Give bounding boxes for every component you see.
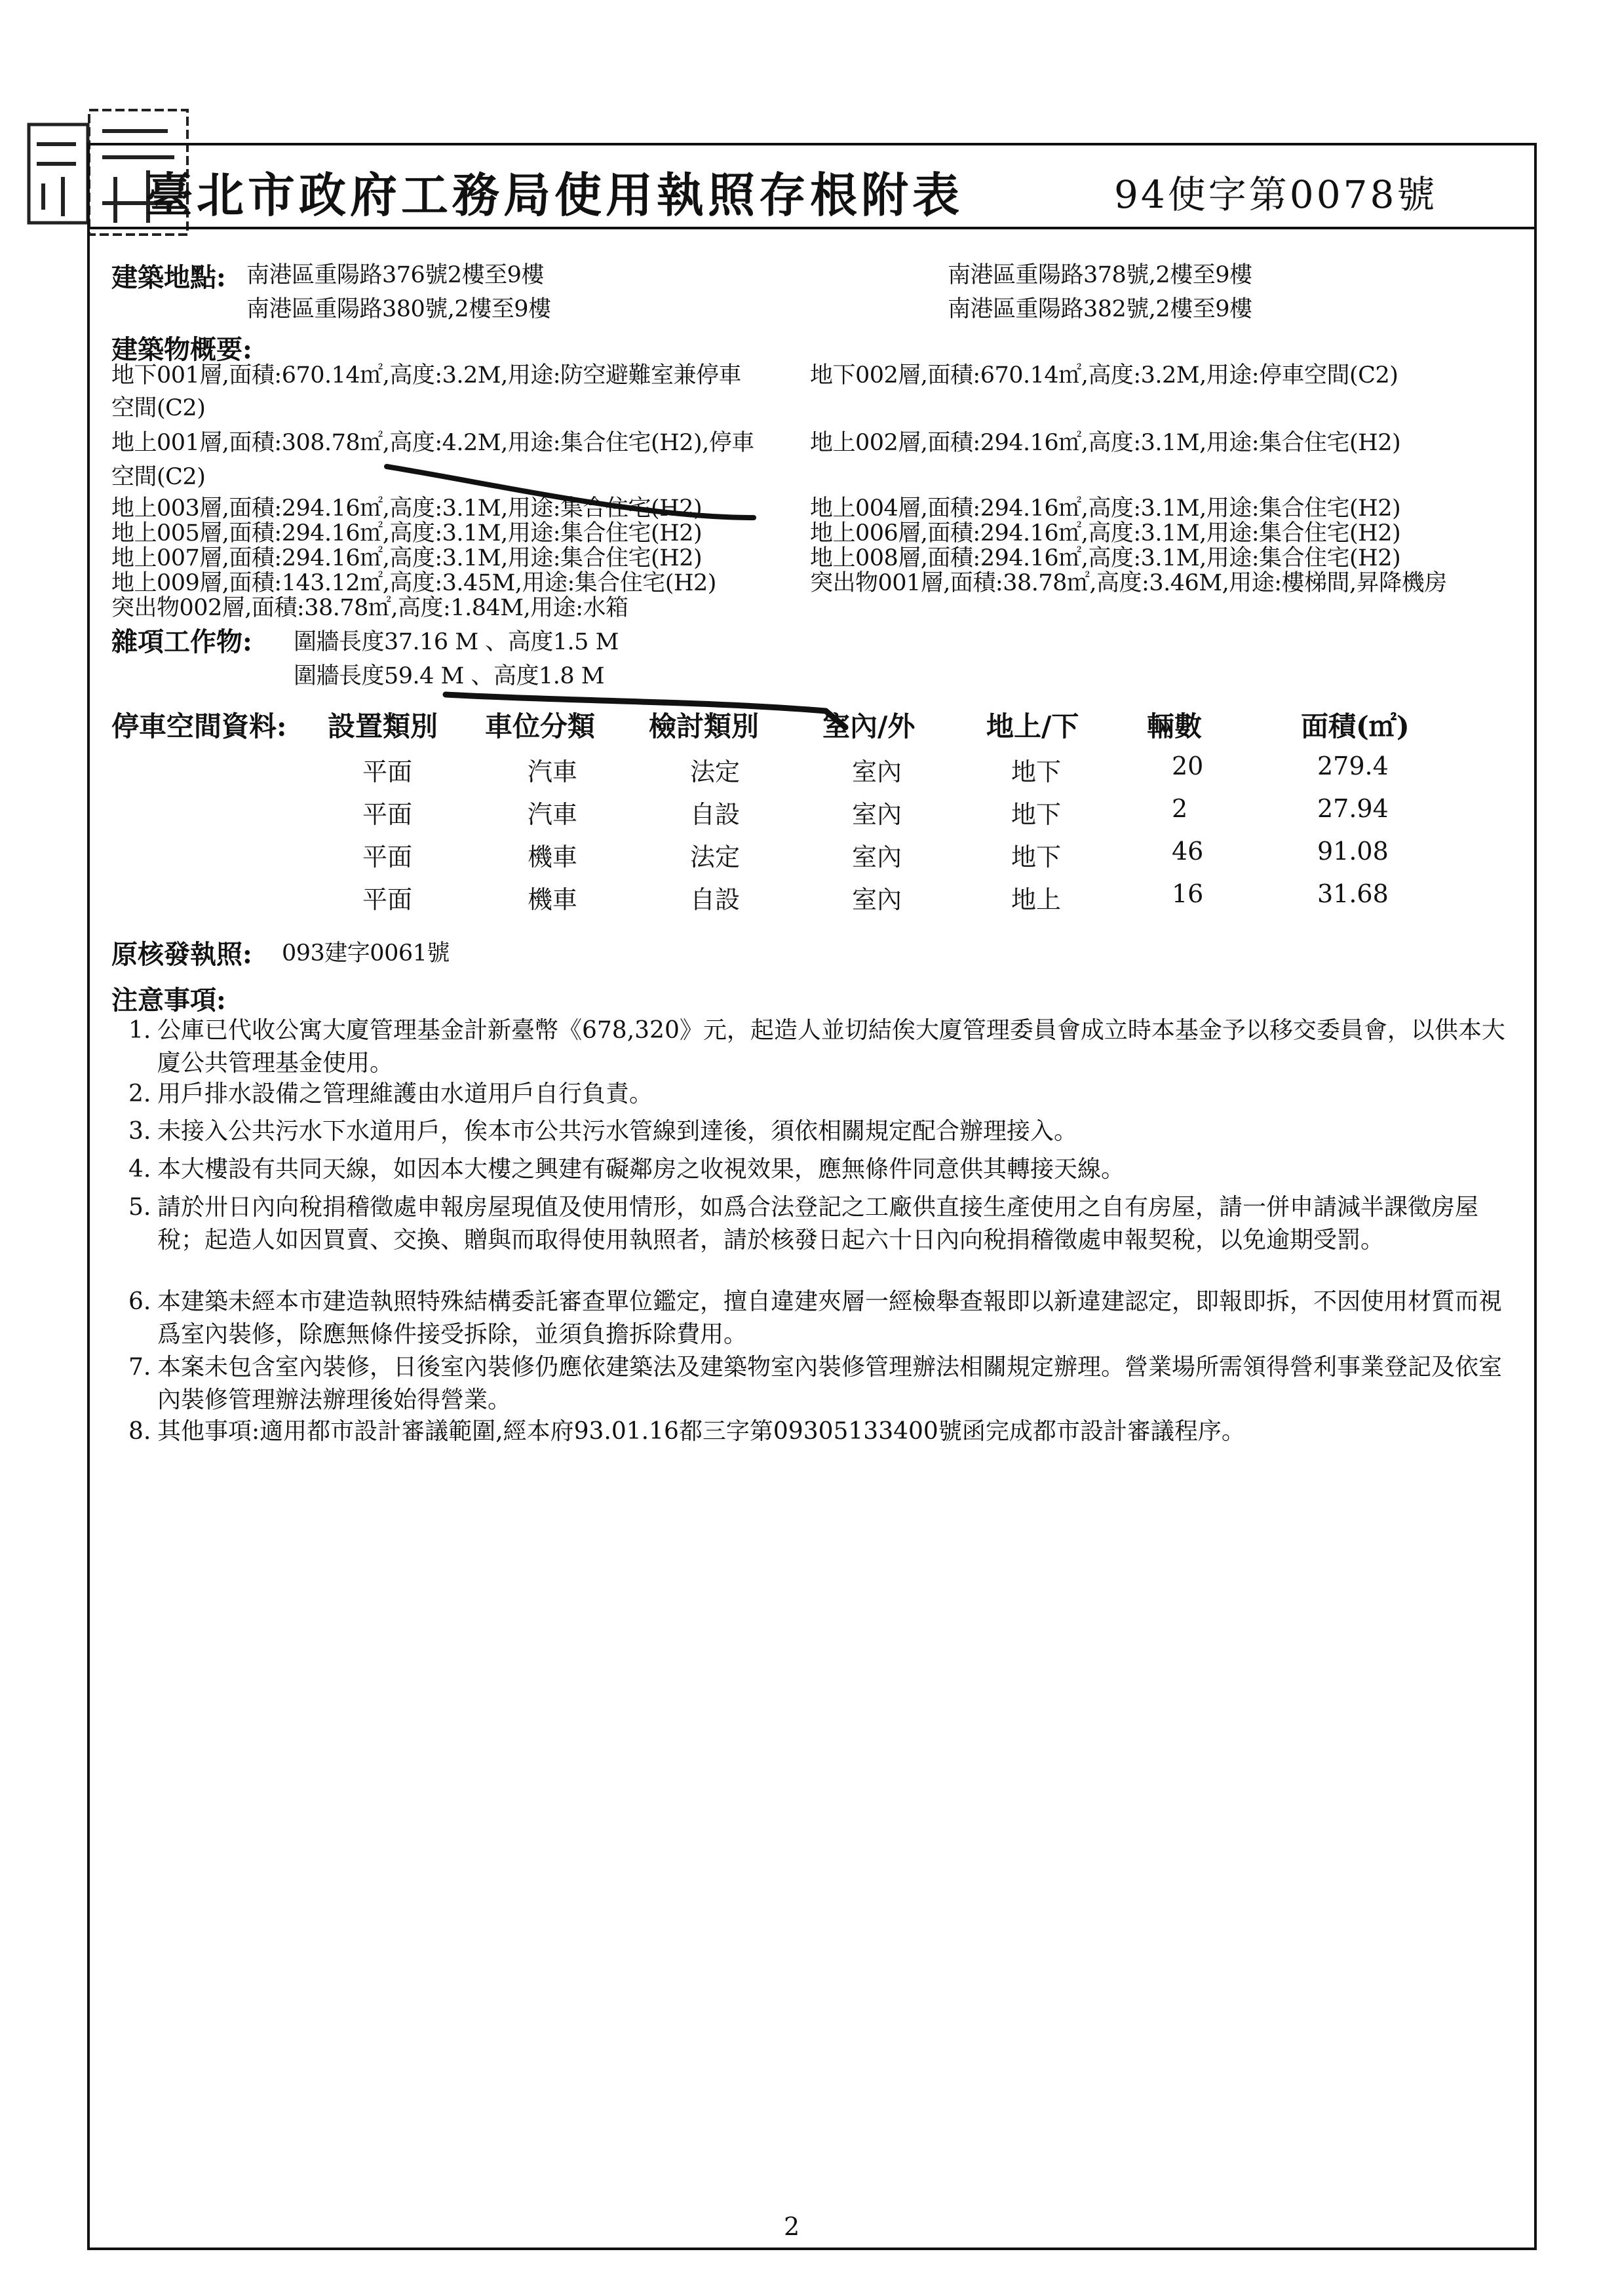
parking-header-cell: 面積(㎡) xyxy=(1301,710,1410,742)
header-divider xyxy=(87,227,1537,229)
note-text: 公庫已代收公寓大廈管理基金計新臺幣《678,320》元，起造人並切結俟大廈管理委員會成立時本基金予以移交委員會，以供本大廈公共管理基金使用。 xyxy=(157,1017,1505,1077)
floor-line: 地上003層,面積:294.16㎡,高度:3.1M,用途:集合住宅(H2) xyxy=(111,495,703,522)
original-permit-label: 原核發執照: xyxy=(111,939,252,970)
parking-cell: 2 xyxy=(1172,794,1188,823)
parking-cell: 31.68 xyxy=(1317,879,1389,908)
page-number: 2 xyxy=(784,2212,800,2241)
address-line: 南港區重陽路378號,2樓至9樓 xyxy=(948,262,1252,288)
note-number: 6. xyxy=(128,1288,151,1315)
note-text: 本大樓設有共同天線，如因本大樓之興建有礙鄰房之收視效果，應無條件同意供其轉接天線。 xyxy=(157,1156,1125,1183)
note-text: 本建築未經本市建造執照特殊結構委託審查單位鑑定，擅自違建夾層一經檢舉查報即以新違建認定，即報即拆，不因使用材質而視爲室內裝修，除應無條件接受拆除，並須負擔拆除費用。 xyxy=(157,1288,1503,1348)
parking-header-cell: 車位分類 xyxy=(485,710,596,742)
parking-cell: 汽車 xyxy=(528,800,578,829)
floor-line: 空間(C2) xyxy=(111,464,206,490)
parking-cell: 室內 xyxy=(852,843,902,871)
parking-header-cell: 輛數 xyxy=(1147,710,1203,742)
parking-cell: 279.4 xyxy=(1317,752,1389,780)
parking-cell: 法定 xyxy=(690,757,741,786)
floor-line: 地上006層,面積:294.16㎡,高度:3.1M,用途:集合住宅(H2) xyxy=(810,520,1401,546)
parking-label: 停車空間資料: xyxy=(111,710,287,742)
note-text: 未接入公共污水下水道用戶，俟本市公共污水管線到達後，須依相關規定配合辦理接入。 xyxy=(157,1118,1078,1145)
parking-cell: 平面 xyxy=(362,843,413,871)
address-line: 南港區重陽路382號,2樓至9樓 xyxy=(948,296,1252,322)
pen-stroke-mark xyxy=(367,419,891,747)
original-permit-value: 093建字0061號 xyxy=(282,940,450,966)
parking-cell: 地下 xyxy=(1011,843,1062,871)
misc-works-line: 圍牆長度59.4 M 、高度1.8 M xyxy=(294,663,605,689)
address-label: 建築地點: xyxy=(111,262,226,293)
parking-cell: 機車 xyxy=(528,885,578,914)
parking-cell: 室內 xyxy=(852,800,902,829)
parking-cell: 20 xyxy=(1172,752,1204,780)
note-number: 2. xyxy=(128,1081,151,1107)
misc-works-label: 雜項工作物: xyxy=(111,626,252,657)
note-number: 7. xyxy=(128,1354,151,1381)
floor-line: 地上007層,面積:294.16㎡,高度:3.1M,用途:集合住宅(H2) xyxy=(111,545,703,571)
parking-cell: 27.94 xyxy=(1317,794,1389,823)
floor-line: 地下002層,面積:670.14㎡,高度:3.2M,用途:停車空間(C2) xyxy=(810,362,1398,389)
parking-header-cell: 室內/外 xyxy=(822,710,916,742)
parking-header-cell: 地上/下 xyxy=(986,710,1079,742)
overview-label: 建築物概要: xyxy=(111,334,252,365)
parking-header-cell: 檢討類別 xyxy=(649,710,760,742)
document-title: 臺北市政府工務局使用執照存根附表 xyxy=(145,167,964,223)
parking-cell: 自設 xyxy=(690,800,741,829)
floor-line: 地上004層,面積:294.16㎡,高度:3.1M,用途:集合住宅(H2) xyxy=(810,495,1401,522)
parking-cell: 法定 xyxy=(690,843,741,871)
parking-cell: 46 xyxy=(1172,837,1204,866)
parking-cell: 地下 xyxy=(1011,800,1062,829)
parking-cell: 91.08 xyxy=(1317,837,1389,866)
note-number: 3. xyxy=(128,1118,151,1145)
note-text: 請於卅日內向稅捐稽徵處申報房屋現值及使用情形，如爲合法登記之工廠供直接生產使用之自有房屋，請一併申請減半課徵房屋稅；起造人如因買賣、交換、贈與而取得使用執照者，請於核發日起六十日內向稅捐稽徵處申報契稅，以免逾期受罰。 xyxy=(157,1194,1479,1253)
parking-cell: 室內 xyxy=(852,757,902,786)
floor-line: 地上002層,面積:294.16㎡,高度:3.1M,用途:集合住宅(H2) xyxy=(810,430,1401,456)
floor-line: 地下001層,面積:670.14㎡,高度:3.2M,用途:防空避難室兼停車 xyxy=(111,362,742,389)
note-text: 本案未包含室內裝修，日後室內裝修仍應依建築法及建築物室內裝修管理辦法相關規定辦理。營業場所需領得營利事業登記及依室內裝修管理辦法辦理後始得營業。 xyxy=(157,1354,1503,1413)
address-line: 南港區重陽路376號2樓至9樓 xyxy=(246,262,544,288)
parking-cell: 自設 xyxy=(690,885,741,914)
note-text: 其他事項:適用都市設計審議範圍,經本府93.01.16都三字第09305133400號函完成都市設計審議程序。 xyxy=(157,1418,1245,1445)
floor-line: 地上009層,面積:143.12㎡,高度:3.45M,用途:集合住宅(H2) xyxy=(111,570,716,596)
note-number: 1. xyxy=(128,1017,151,1044)
parking-cell: 平面 xyxy=(362,800,413,829)
parking-cell: 室內 xyxy=(852,885,902,914)
floor-line: 地上005層,面積:294.16㎡,高度:3.1M,用途:集合住宅(H2) xyxy=(111,520,703,546)
address-line: 南港區重陽路380號,2樓至9樓 xyxy=(246,296,551,322)
permit-number: 94使字第0078號 xyxy=(1114,172,1438,217)
parking-cell: 機車 xyxy=(528,843,578,871)
parking-cell: 汽車 xyxy=(528,757,578,786)
parking-cell: 16 xyxy=(1172,879,1204,908)
misc-works-line: 圍牆長度37.16 M 、高度1.5 M xyxy=(294,629,619,655)
floor-line: 地上001層,面積:308.78㎡,高度:4.2M,用途:集合住宅(H2),停車 xyxy=(111,430,754,456)
note-text: 用戶排水設備之管理維護由水道用戶自行負責。 xyxy=(157,1081,653,1107)
parking-cell: 地下 xyxy=(1011,757,1062,786)
floor-line: 突出物001層,面積:38.78㎡,高度:3.46M,用途:樓梯間,昇降機房 xyxy=(810,570,1447,596)
parking-cell: 平面 xyxy=(362,885,413,914)
parking-cell: 平面 xyxy=(362,757,413,786)
floor-line: 空間(C2) xyxy=(111,395,206,421)
notes-label: 注意事項: xyxy=(111,985,226,1016)
parking-cell: 地上 xyxy=(1011,885,1062,914)
floor-line: 突出物002層,面積:38.78㎡,高度:1.84M,用途:水箱 xyxy=(111,595,628,621)
parking-header-cell: 設置類別 xyxy=(328,710,438,742)
note-number: 8. xyxy=(128,1418,151,1445)
note-number: 5. xyxy=(128,1194,151,1221)
note-number: 4. xyxy=(128,1156,151,1183)
floor-line: 地上008層,面積:294.16㎡,高度:3.1M,用途:集合住宅(H2) xyxy=(810,545,1401,571)
